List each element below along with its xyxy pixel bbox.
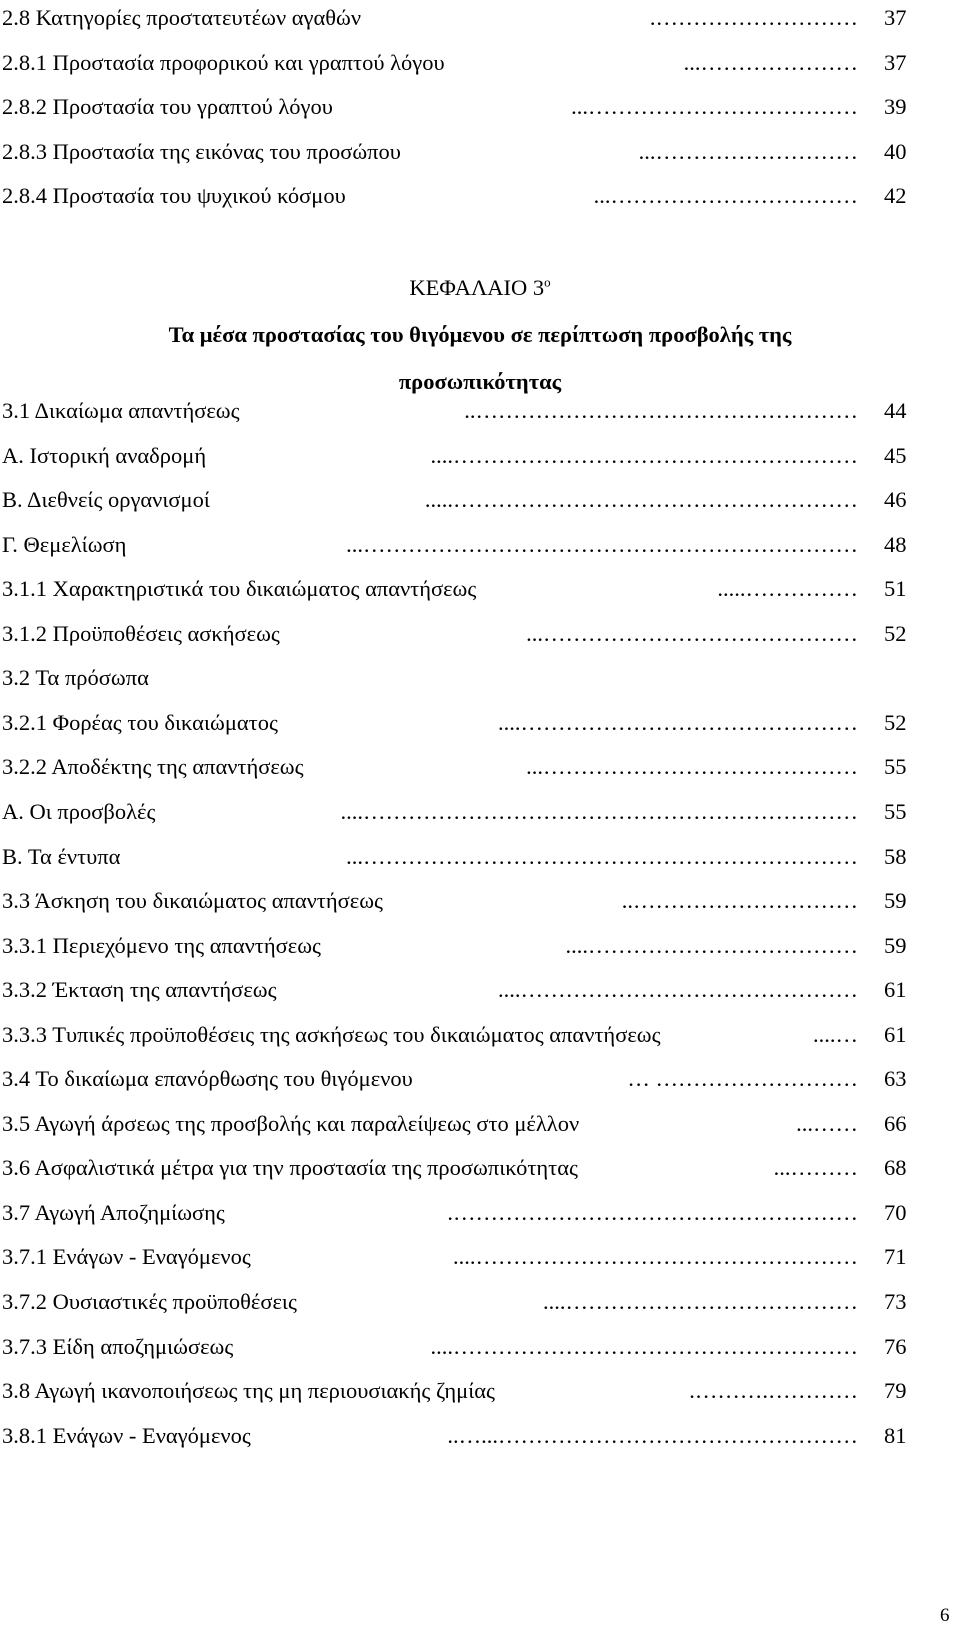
toc-entry-title: 3.6 Ασφαλιστικά μέτρα για την προστασία της προσωπικότητας [2, 1155, 578, 1181]
toc-entry-page-number: 70 [884, 1199, 907, 1225]
toc-entry-page-number: 73 [884, 1289, 907, 1314]
footer-page-number: 6 [940, 1605, 950, 1626]
chapter-heading [0, 270, 960, 306]
toc-entry [0, 883, 960, 919]
toc-entry [0, 482, 960, 518]
toc-entry [0, 134, 960, 170]
toc-entry-title: 2.8.1 Προστασία προφορικού και γραπτού λόγου [2, 49, 445, 75]
toc-entry-page-number: 37 [884, 49, 907, 75]
toc-entry-leader: …………………………………………………………... [346, 843, 858, 869]
toc-entry-page-number: 40 [884, 138, 907, 164]
toc-entry-title: 3.1.2 Προϋποθέσεις ασκήσεως [2, 620, 280, 646]
toc-entry-page-number: 52 [884, 620, 907, 646]
toc-entry [0, 1150, 960, 1186]
toc-entry-title: 3.2.1 Φορέας του δικαιώματος [2, 709, 278, 735]
toc-entry-page-number: 76 [884, 1333, 907, 1359]
toc-entry-title: 3.3.3 Τυπικές προϋποθέσεις της ασκήσεως του δικαιώματος απαντήσεως [2, 1021, 661, 1047]
toc-entry-leader: …………………………………………………………... [346, 531, 858, 557]
toc-entry-page-number: 66 [884, 1110, 907, 1136]
toc-entry-title: 3.7.1 Ενάγων - Εναγόμενος [2, 1244, 251, 1270]
toc-entry-title: 3.8 Αγωγή ικανοποιήσεως της μη περιουσιακής ζημίας [2, 1378, 495, 1404]
toc-entry-page-number: 59 [884, 888, 907, 914]
toc-entry-title: 3.3 Άσκηση του δικαιώματος απαντήσεως [2, 888, 383, 914]
toc-entry [0, 1329, 960, 1365]
toc-entry [0, 794, 960, 830]
chapter-heading-text: ΚΕΦΑΛΑΙΟ 3 [409, 275, 545, 300]
toc-entry-page-number: 42 [884, 183, 907, 208]
toc-entry-title: 3.3.2 Έκταση της απαντήσεως [2, 977, 277, 1003]
toc-entry [0, 972, 960, 1008]
toc-entry-leader: ………………………………………………. [447, 1199, 858, 1225]
toc-entry-leader: ………………………………... [571, 94, 858, 119]
toc-entry-leader: ……………………………………………….... [430, 442, 858, 468]
toc-entry-leader: …………………………………………….. [464, 398, 858, 423]
toc-entry [0, 45, 960, 81]
toc-entry-leader: ……………………………………... [526, 620, 858, 646]
toc-entry-title: 3.1 Δικαίωμα απαντήσεως [2, 398, 240, 423]
toc-entry [0, 928, 960, 964]
toc-entry-leader: …………………... [683, 49, 858, 75]
toc-entry-page-number: 79 [884, 1378, 907, 1404]
toc-entry-leader: ……………………………………………….... [430, 1333, 858, 1359]
toc-entry-title: Β. Τα έντυπα [2, 843, 121, 869]
toc-entry-leader: ………………………….. [621, 888, 858, 914]
toc-entry-leader: ………... [773, 1155, 858, 1181]
toc-entry-title: Γ. Θεμελίωση [2, 531, 127, 557]
toc-entry-title: 3.1.1 Χαρακτηριστικά του δικαιώματος απαντήσεως [2, 576, 477, 602]
toc-entry-title: 3.8.1 Ενάγων - Εναγόμενος [2, 1422, 251, 1448]
toc-entry [0, 89, 960, 125]
toc-entry-leader: ………………………. [649, 5, 858, 30]
toc-entry-leader: ………………………... [638, 138, 858, 164]
toc-entry-leader: ……………..... [717, 576, 858, 602]
toc-entry-title: 2.8.4 Προστασία του ψυχικού κόσμου [2, 183, 346, 208]
toc-entry-title: 3.3.1 Περιεχόμενο της απαντήσεως [2, 932, 321, 958]
toc-entry [0, 1239, 960, 1275]
chapter-subtitle-line-2: προσωπικότητας [398, 369, 562, 394]
toc-entry-title: 2.8 Κατηγορίες προστατευτέων αγαθών [2, 5, 362, 30]
toc-entry [0, 178, 960, 214]
toc-entry-page-number: 59 [884, 932, 907, 958]
toc-entry-leader: …………………………………………...….. [447, 1422, 858, 1448]
toc-entry-page-number: 68 [884, 1155, 907, 1181]
toc-entry-page-number: 61 [884, 1021, 907, 1047]
toc-entry [0, 1195, 960, 1231]
toc-entry-title: 2.8.3 Προστασία της εικόνας του προσώπου [2, 138, 401, 164]
toc-entry-page-number: 51 [884, 576, 907, 602]
toc-entry [0, 1017, 960, 1053]
toc-entry [0, 839, 960, 875]
toc-entry-page-number: 63 [884, 1066, 907, 1092]
toc-entry [0, 1106, 960, 1142]
toc-entry-leader: …………………………………………….... [453, 1244, 858, 1270]
toc-entry-page-number: 45 [884, 442, 907, 468]
toc-entry-title: 3.7.3 Είδη αποζημιώσεως [2, 1333, 234, 1359]
toc-entry-page-number: 55 [884, 754, 907, 780]
toc-entry [0, 527, 960, 563]
toc-entry-page-number: 37 [884, 5, 907, 30]
toc-entry-leader: ……………………………………….... [498, 709, 858, 735]
toc-entry [0, 0, 960, 36]
toc-entry [0, 705, 960, 741]
toc-entry-page-number: 58 [884, 843, 907, 869]
toc-entry-title: 3.7.2 Ουσιαστικές προϋποθέσεις [2, 1289, 297, 1314]
toc-entry [0, 1418, 960, 1454]
toc-entry-page-number: 48 [884, 531, 907, 557]
toc-entry-leader: ……………………………….... [565, 932, 858, 958]
toc-entry-title: 2.8.2 Προστασία του γραπτού λόγου [2, 94, 333, 119]
toc-entry-leader: ……... [796, 1110, 858, 1136]
toc-entry [0, 749, 960, 785]
toc-entry-leader: ……………………………………... [526, 754, 858, 780]
toc-entry-page-number: 61 [884, 977, 907, 1003]
toc-entry-leader: ………….………. [689, 1378, 858, 1404]
toc-entry-title: 3.2.2 Αποδέκτης της απαντήσεως [2, 754, 304, 780]
chapter-heading-superscript: ο [544, 274, 551, 290]
toc-entry [0, 571, 960, 607]
toc-entry-page-number: 39 [884, 94, 907, 119]
toc-entry-title: 3.2 Τα πρόσωπα [2, 665, 149, 691]
toc-entry-leader: ….... [813, 1021, 858, 1047]
toc-entry-page-number: 81 [884, 1422, 907, 1448]
toc-entry [0, 1061, 960, 1097]
toc-entry-title: Α. Ιστορική αναδρομή [2, 442, 207, 468]
toc-entry [0, 1284, 960, 1320]
toc-entry-title: 3.7 Αγωγή Αποζημίωσης [2, 1199, 225, 1225]
toc-entry-leader: ………………………………………………………….... [340, 798, 858, 824]
toc-entry-leader: ……………………………………….... [498, 977, 858, 1003]
toc-entry-title: Α. Οι προσβολές [2, 798, 156, 824]
toc-entry-leader: ……………………………... [593, 183, 858, 208]
toc-entry-page-number: 46 [884, 487, 907, 513]
toc-entry-title: 3.5 Αγωγή άρσεως της προσβολής και παραλείψεως στο μέλλον [2, 1110, 580, 1136]
toc-entry [0, 660, 960, 696]
toc-entry [0, 1373, 960, 1409]
chapter-subtitle-line-1: Τα μέσα προστασίας του θιγόμενου σε περίπτωση προσβολής της [168, 322, 792, 347]
toc-entry-page-number: 71 [884, 1244, 907, 1270]
toc-entry-leader: ……………………… … [627, 1066, 858, 1092]
toc-entry [0, 393, 960, 429]
toc-entry [0, 438, 960, 474]
toc-entry-title: 3.4 Το δικαίωμα επανόρθωσης του θιγόμενου [2, 1066, 413, 1092]
toc-entry-leader: ………………………………….... [543, 1289, 858, 1314]
toc-entry-leader: ………………………………………………..... [424, 487, 858, 513]
toc-entry-page-number: 52 [884, 709, 907, 735]
toc-entry-title: Β. Διεθνείς οργανισμοί [2, 487, 210, 513]
toc-entry-page-number: 44 [884, 398, 907, 423]
toc-entry-page-number: 55 [884, 798, 907, 824]
toc-entry [0, 616, 960, 652]
